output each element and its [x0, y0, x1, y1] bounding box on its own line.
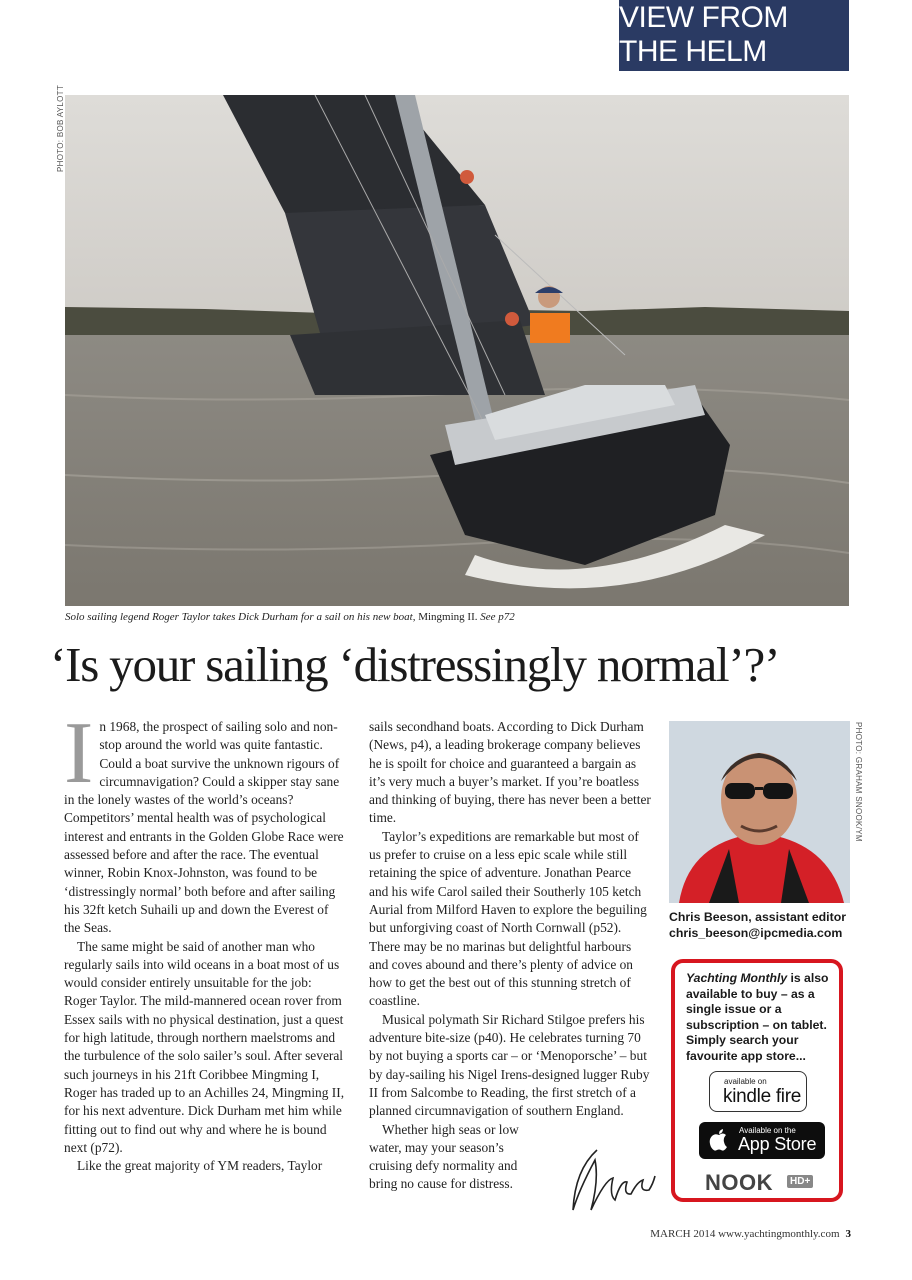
hero-photo-credit: PHOTO: BOB AYLOTT	[56, 84, 65, 172]
editor-bio	[669, 909, 859, 941]
portrait-photo-credit: PHOTO: GRAHAM SNOOK/YM	[854, 722, 863, 842]
editor-portrait	[669, 721, 850, 903]
page-footer	[650, 1228, 851, 1240]
headline: ‘Is your sailing ‘distressingly normal’?’	[50, 637, 780, 692]
footer-issue: MARCH 2014 www.yachtingmonthly.com	[650, 1228, 840, 1240]
promo-magazine: Yachting Monthly	[686, 971, 788, 985]
caption-ref: See p72	[477, 611, 515, 623]
article-column-2	[369, 718, 651, 1194]
article-paragraph: Whether high seas or low water, may your season’s cruising defy normality and bring no cause for distress.	[369, 1121, 519, 1192]
digital-edition-promo	[671, 959, 843, 1202]
hero-photo	[65, 95, 849, 606]
article-column-1	[64, 705, 346, 1175]
page-number: 3	[845, 1228, 851, 1240]
nook-hd-button[interactable]: NOOK HD+	[705, 1170, 823, 1196]
section-label: VIEW FROM THE HELM	[619, 0, 849, 71]
article-paragraph: sails secondhand boats. According to Dick Durham (News, p4), a leading brokerage company believes he is spoilt for choice and guaranteed a bargain as it’s very much a buyer’s market. If you’re boatless and thinking of buying, there has never been a better time.	[369, 719, 651, 826]
article-paragraph: Like the great majority of YM readers, Taylor	[77, 1158, 323, 1174]
dropcap: I	[64, 705, 94, 802]
editor-name: Chris Beeson, assistant editor	[669, 910, 846, 924]
promo-text: Yachting Monthly is also available to buy – as a single issue or a subscription – on tablet. Simply search your favourite app store...	[686, 971, 829, 1063]
caption-boat: Mingming II.	[415, 611, 478, 623]
article-paragraph: Taylor’s expeditions are remarkable but most of us prefer to cruise on a less epic scale while still retaining the spice of adventure. Jonathan Pearce and his wife Carol sailed their Southerly 105 ketch Aurial from Milford Haven to explore the beguiling but unforgiving coast of North Cornwall (p52). There may be no marinas but delightful harbours and coves abound and there’s plenty of advice on how to get the best out of this stunning stretch of coastline.	[369, 828, 647, 1009]
photo-caption	[65, 611, 849, 623]
article-paragraph: The same might be said of another man who regularly sails into wild oceans in a boat most of us would consider entirely unsuitable for the job: Roger Taylor. The mild-mannered ocean rover from Essex sails with no physical destination, just a quest for high latitude, through northern maelstroms and the turbulence of the solo sailer’s soul. After several such journeys in his 21ft Coribbee Mingming I, Roger has traded up to an Achilles 24, Mingming II, for his next adventure. Dick Durham met him while fitting out to find out why and where he is bound next (p72).	[64, 938, 345, 1155]
article-paragraph: Musical polymath Sir Richard Stilgoe prefers his adventure bite-size (p40). He celebrates turning 70 by not buying a sports car – or ‘Menoporsche’ – but by day-sailing his Nigel Irens-designed lugger Ruby II from Salcombe to Reading, the first stretch of a planned circumnavigation of southern England.	[369, 1011, 650, 1119]
app-store-button[interactable]: Available on the App Store	[699, 1122, 825, 1159]
apple-icon	[709, 1128, 729, 1152]
signature	[565, 1140, 665, 1220]
article-paragraph: In 1968, the prospect of sailing solo and non-stop around the world was quite fantastic. Could a boat survive the unknown rigours of circumnavigation? Could a skipper stay sane in the lonely wastes of the world’s oceans? Competitors’ mental health was of psychological interest and entrants in the Golden Globe Race were assessed before and after the race. The eventual winner, Robin Knox-Johnston, was found to be ‘distressingly normal’ both before and after sailing his 32ft ketch Suhaili up and down the Everest of the Seas.	[64, 705, 344, 936]
caption-italic: Solo sailing legend Roger Taylor takes Dick Durham for a sail on his new boat,	[65, 611, 416, 623]
editor-email: chris_beeson@ipcmedia.com	[669, 926, 843, 940]
kindle-fire-button[interactable]: available on kindle fire	[709, 1071, 807, 1112]
